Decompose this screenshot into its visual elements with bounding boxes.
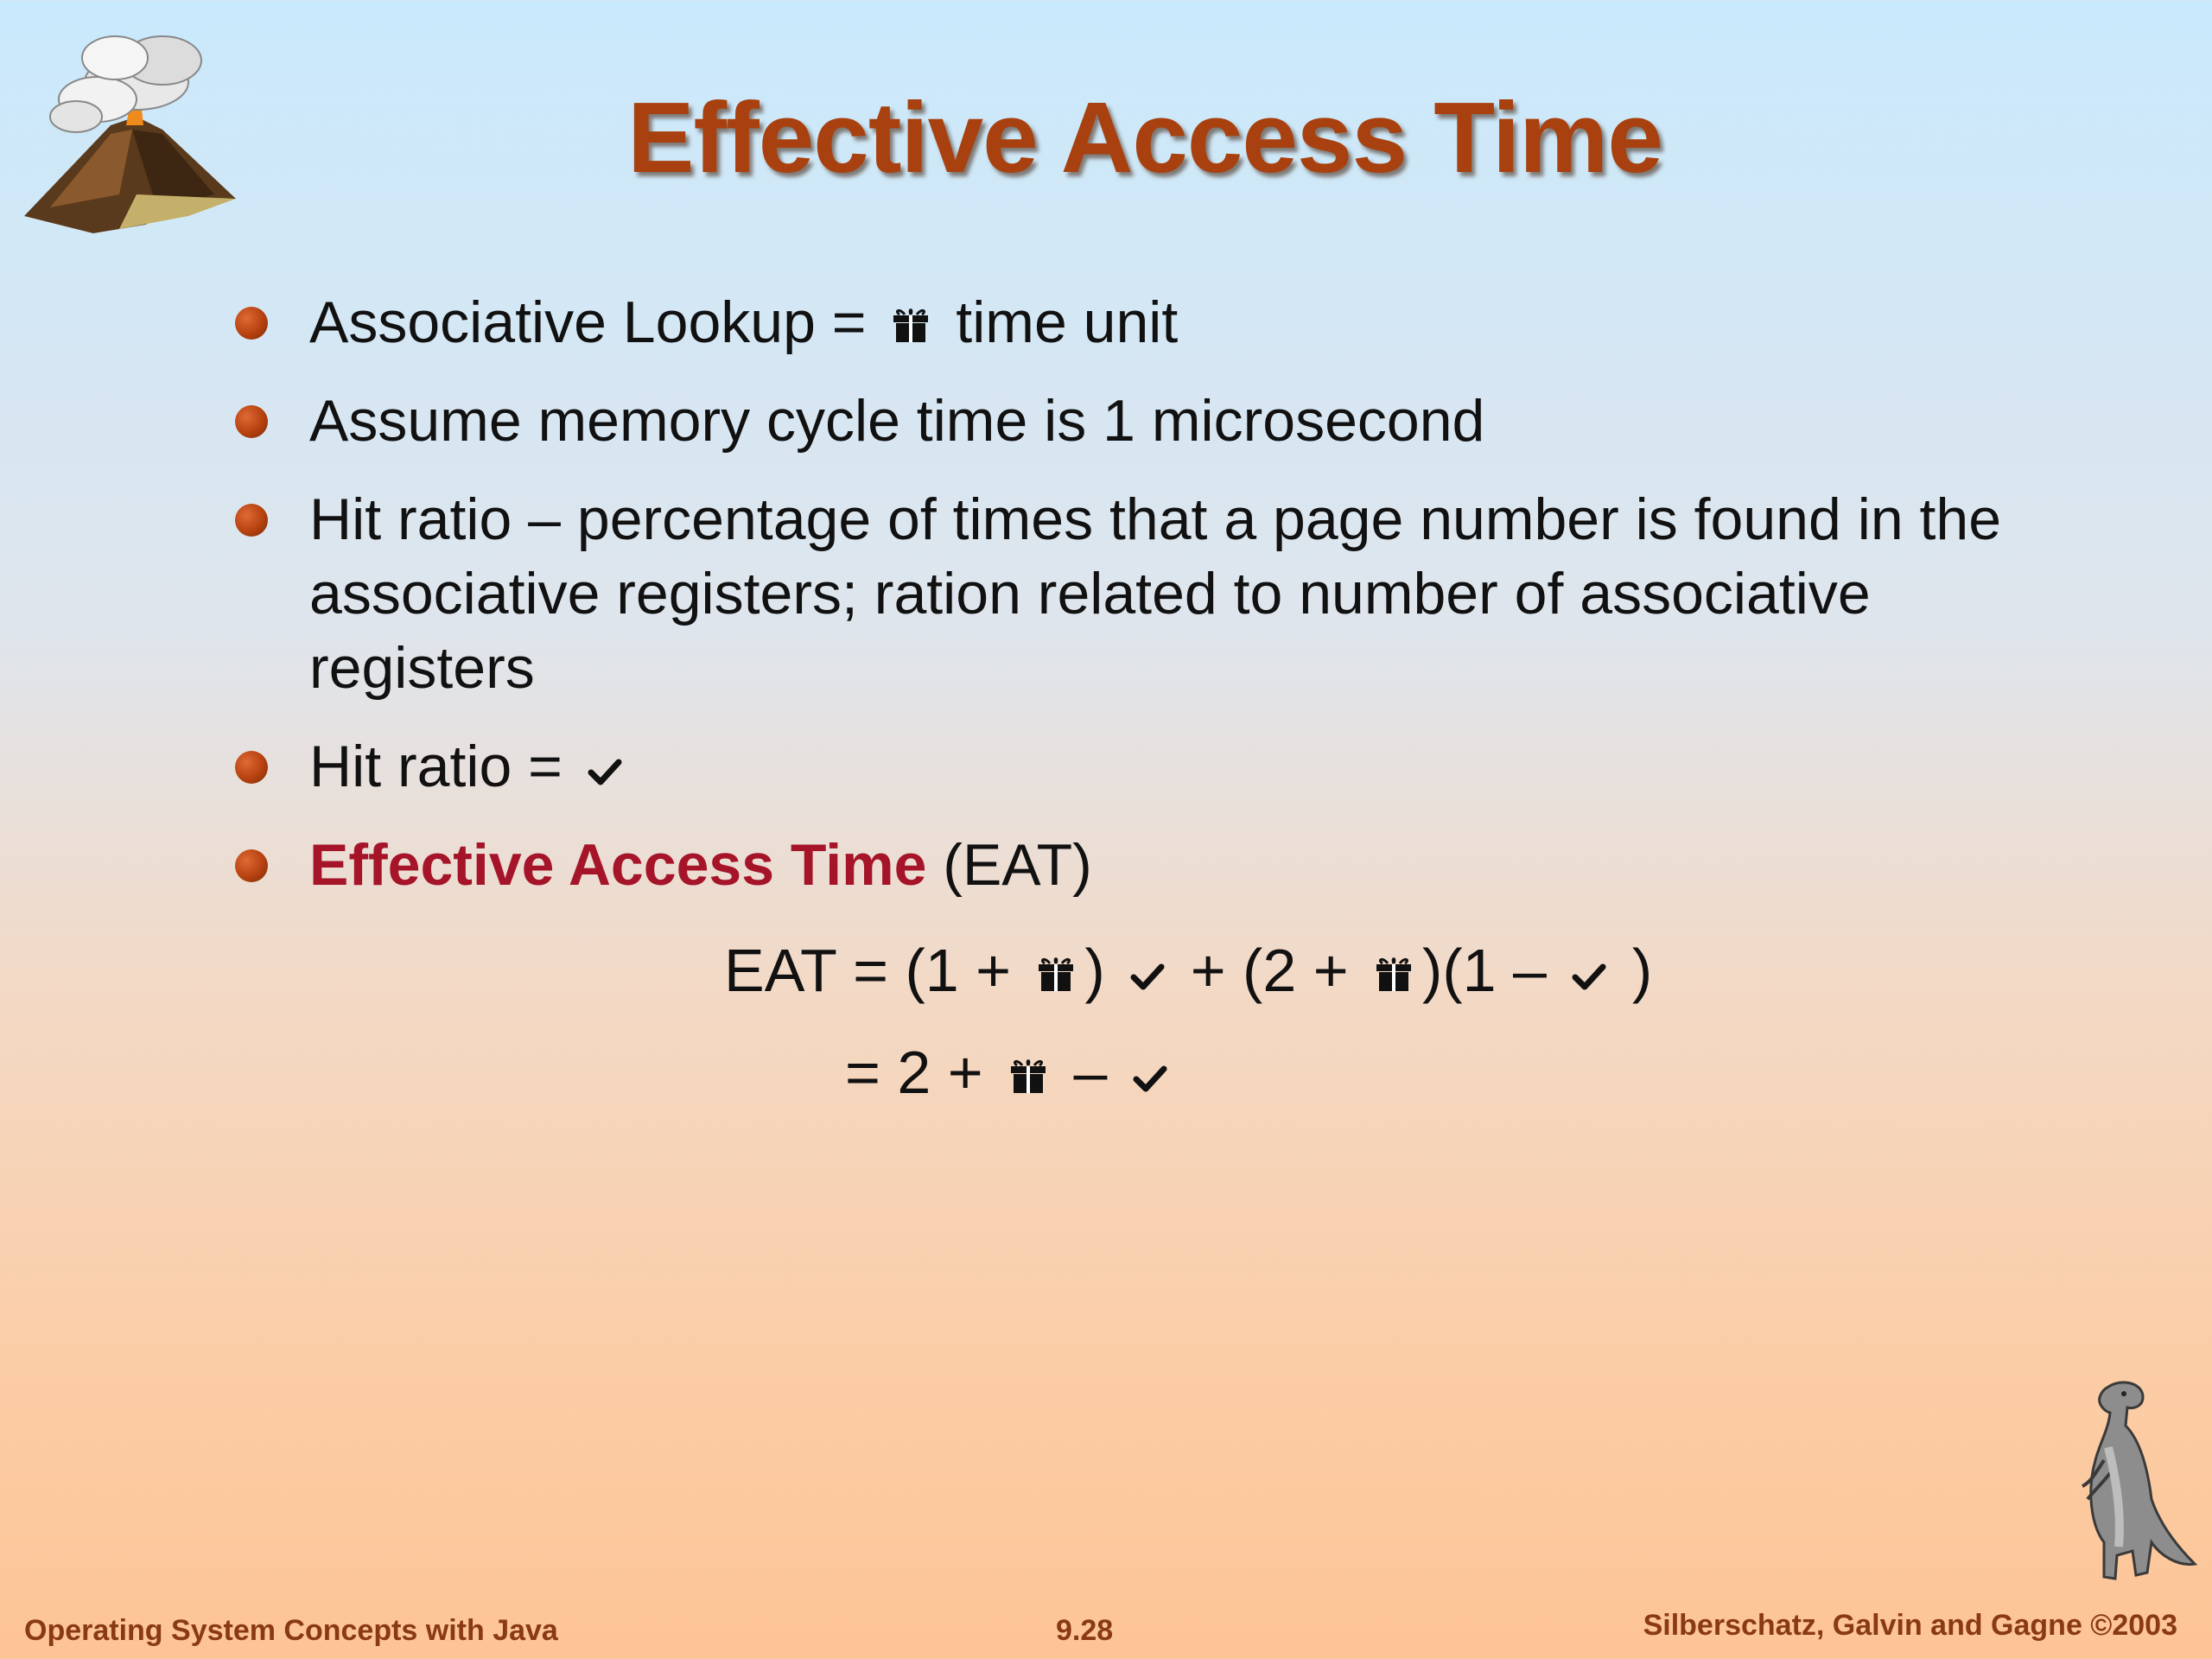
- bullet-dot: [235, 751, 268, 784]
- bullet-dot: [235, 849, 268, 882]
- bullet-text-line: registers: [309, 635, 535, 701]
- bullet-text: Assume memory cycle time is 1 microsecond: [309, 388, 1485, 454]
- footer-page-number: 9.28: [1056, 1614, 1114, 1647]
- gift-icon: [1374, 955, 1414, 993]
- bullet-text: Hit ratio =: [309, 734, 579, 799]
- bullet-text-line: associative registers; ration related to number of associative: [309, 561, 1871, 626]
- equation-text: ): [1084, 937, 1122, 1004]
- bullet-list: [233, 285, 2091, 926]
- bullet-dot: [235, 504, 268, 537]
- equation-text: ): [1615, 937, 1653, 1004]
- bullet-dot: [235, 405, 268, 438]
- bullet-hit-ratio: [233, 729, 2091, 804]
- bullet-text-line: Hit ratio – percentage of times that a page number is found in the: [309, 486, 2002, 552]
- check-icon: [1130, 962, 1165, 991]
- equation-text: EAT = (1 +: [724, 937, 1028, 1004]
- bullet-text: Associative Lookup =: [309, 289, 883, 355]
- equation-line-1: [724, 933, 1652, 1007]
- dinosaur-illustration: [2056, 1378, 2199, 1590]
- footer-right: Silberschatz, Galvin and Gagne ©2003: [1643, 1609, 2177, 1642]
- equation-line-2: [845, 1035, 1176, 1109]
- equation-text: –: [1057, 1039, 1124, 1106]
- check-icon: [1572, 962, 1606, 991]
- equation-text: + (2 +: [1173, 937, 1366, 1004]
- footer-left: Operating System Concepts with Java: [24, 1614, 558, 1647]
- bullet-associative-lookup: [233, 285, 2091, 359]
- equation-text: = 2 +: [845, 1039, 1001, 1106]
- gift-icon: [1008, 1057, 1048, 1095]
- gift-icon: [1036, 955, 1076, 993]
- check-icon: [1133, 1064, 1167, 1093]
- equation-text: )(1 –: [1422, 937, 1564, 1004]
- bullet-text: time unit: [939, 289, 1179, 355]
- gift-icon: [891, 306, 931, 344]
- bullet-dot: [235, 307, 268, 340]
- emphasis-text: Effective Access Time: [309, 832, 927, 898]
- slide-title: Effective Access Time: [627, 81, 1662, 194]
- bullet-text: (EAT): [926, 832, 1092, 898]
- bullet-eat: [233, 828, 2091, 902]
- bullet-memory-cycle: [233, 384, 2091, 458]
- bullet-hit-ratio-definition: [233, 482, 2091, 705]
- check-icon: [588, 757, 622, 786]
